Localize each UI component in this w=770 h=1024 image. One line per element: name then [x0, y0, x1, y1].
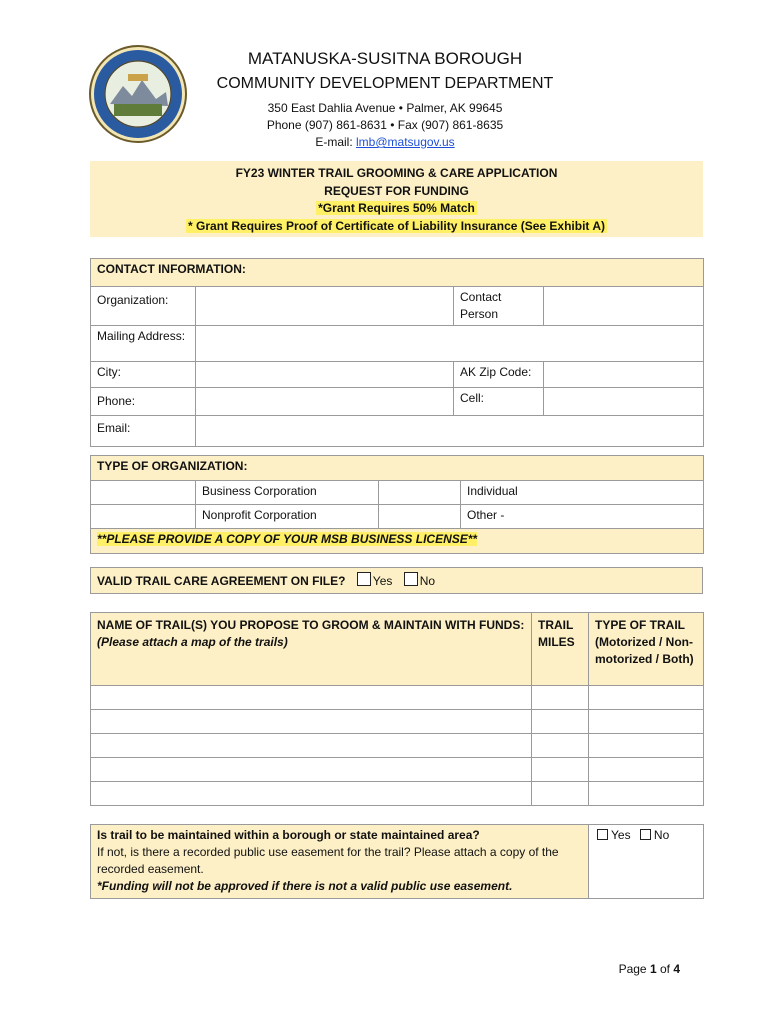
organization-label: Organization:: [91, 287, 196, 326]
mailing-address-field[interactable]: [196, 326, 704, 362]
agreement-yes-checkbox[interactable]: [357, 572, 371, 586]
org-title: MATANUSKA-SUSITNA BOROUGH: [247, 49, 523, 68]
trail-type-field[interactable]: [589, 734, 704, 758]
easement-question: Is trail to be maintained within a borough or state maintained area?: [97, 828, 480, 842]
insurance-requirement: * Grant Requires Proof of Certificate of Liability Insurance (See Exhibit A): [188, 218, 605, 233]
business-checkbox-cell[interactable]: [91, 481, 196, 505]
address-line: 350 East Dahlia Avenue • Palmer, AK 99645: [267, 101, 503, 115]
trail-type-field[interactable]: [589, 686, 704, 710]
trail-miles-field[interactable]: [532, 734, 589, 758]
zip-label: AK Zip Code:: [454, 362, 544, 388]
mailing-address-label: Mailing Address:: [91, 326, 196, 362]
agreement-table: [90, 567, 703, 594]
borough-seal-logo: [88, 44, 188, 144]
other-label: Other -: [461, 505, 704, 529]
banner-subtitle: REQUEST FOR FUNDING: [324, 183, 469, 198]
cell-label: Cell:: [454, 388, 544, 416]
cell-field[interactable]: [544, 388, 704, 416]
trails-table: [90, 612, 704, 806]
trail-name-field[interactable]: [91, 710, 532, 734]
easement-warning: *Funding will not be approved if there is not a valid public use easement.: [97, 879, 513, 893]
trail-name-field[interactable]: [91, 758, 532, 782]
easement-no-label: No: [653, 828, 670, 842]
trail-name-subheader: (Please attach a map of the trails): [97, 635, 288, 649]
department-title: COMMUNITY DEVELOPMENT DEPARTMENT: [216, 75, 554, 92]
email-field[interactable]: [196, 416, 704, 447]
phone-field[interactable]: [196, 388, 454, 416]
phone-line: Phone (907) 861-8631 • Fax (907) 861-8635: [266, 118, 504, 132]
page-prefix: Page: [618, 962, 650, 976]
nonprofit-checkbox-cell[interactable]: [91, 505, 196, 529]
phone-label: Phone:: [91, 388, 196, 416]
agreement-no-checkbox[interactable]: [404, 572, 418, 586]
email-label: E-mail:: [315, 135, 356, 149]
page-of: of: [656, 962, 674, 976]
contact-person-field[interactable]: [544, 287, 704, 326]
application-banner: [90, 161, 703, 237]
nonprofit-corporation-label: Nonprofit Corporation: [196, 505, 379, 529]
org-type-heading: TYPE OF ORGANIZATION:: [91, 456, 704, 481]
city-label: City:: [91, 362, 196, 388]
license-note: **PLEASE PROVIDE A COPY OF YOUR MSB BUSINESS LICENSE**: [97, 532, 478, 546]
email-field-label: Email:: [91, 416, 196, 447]
agreement-label: VALID TRAIL CARE AGREEMENT ON FILE?: [97, 574, 346, 588]
zip-field[interactable]: [544, 362, 704, 388]
organization-field[interactable]: [196, 287, 454, 326]
individual-checkbox-cell[interactable]: [379, 481, 461, 505]
page-total: 4: [673, 962, 680, 976]
easement-followup: If not, is there a recorded public use easement for the trail? Please attach a copy of the recorded easement.: [97, 845, 559, 876]
email-link[interactable]: lmb@matsugov.us: [356, 135, 455, 149]
contact-person-label: Contact Person: [454, 287, 544, 326]
city-field[interactable]: [196, 362, 454, 388]
trail-miles-header: TRAIL MILES: [532, 613, 589, 686]
trail-miles-field[interactable]: [532, 710, 589, 734]
trail-type-header: TYPE OF TRAIL (Motorized / Non-motorized / Both): [589, 613, 704, 686]
easement-yes-checkbox[interactable]: [597, 829, 608, 840]
agreement-yes-label: Yes: [372, 574, 393, 588]
easement-yes-label: Yes: [611, 828, 631, 842]
page-number: [619, 962, 680, 976]
easement-table: [90, 824, 704, 899]
trail-name-header: NAME OF TRAIL(S) YOU PROPOSE TO GROOM & MAINTAIN WITH FUNDS:: [97, 618, 525, 632]
contact-heading: CONTACT INFORMATION:: [91, 259, 704, 287]
agreement-no-label: No: [419, 574, 436, 588]
trail-type-field[interactable]: [589, 710, 704, 734]
trail-type-field[interactable]: [589, 782, 704, 806]
easement-no-checkbox[interactable]: [640, 829, 651, 840]
trail-name-field[interactable]: [91, 734, 532, 758]
trail-miles-field[interactable]: [532, 686, 589, 710]
trail-miles-field[interactable]: [532, 782, 589, 806]
other-checkbox-cell[interactable]: [379, 505, 461, 529]
trail-name-field[interactable]: [91, 782, 532, 806]
email-line: [190, 134, 580, 151]
contact-table: [90, 258, 704, 447]
trail-type-field[interactable]: [589, 758, 704, 782]
match-requirement: *Grant Requires 50% Match: [318, 201, 475, 215]
trail-name-field[interactable]: [91, 686, 532, 710]
banner-title: FY23 WINTER TRAIL GROOMING & CARE APPLICATION: [235, 166, 558, 180]
trail-miles-field[interactable]: [532, 758, 589, 782]
individual-label: Individual: [461, 481, 704, 505]
page-current: 1: [649, 962, 657, 976]
org-type-table: [90, 455, 704, 554]
business-corporation-label: Business Corporation: [196, 481, 379, 505]
